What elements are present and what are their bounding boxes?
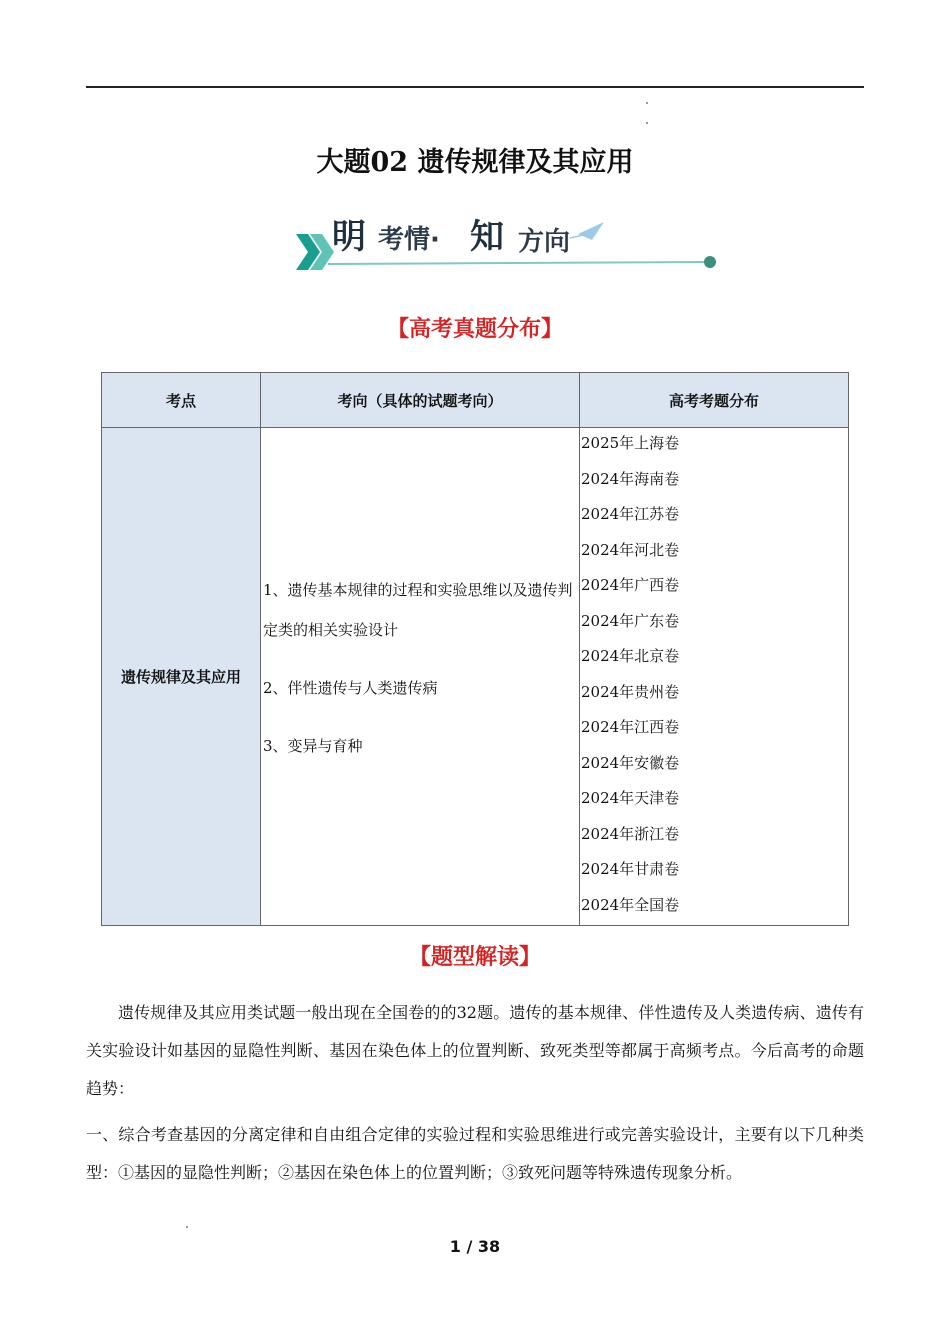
paragraph-trend-1: 一、综合考查基因的分离定律和自由组合定律的实验过程和实验思维进行或完善实验设计，主要有以下几种类型：①基因的显隐性判断；②基因在染色体上的位置判断；③致死问题等特殊遗传现象分析。: [86, 1125, 864, 1182]
section-heading-distribution: 【高考真题分布】: [386, 317, 563, 342]
exam-item: 2024年全国卷: [581, 895, 680, 914]
exam-item: 2024年北京卷: [581, 647, 680, 665]
point-cell: 遗传规律及其应用: [102, 428, 261, 926]
section-heading-interpretation: 【题型解读】: [408, 945, 541, 970]
header-direction: 考向（具体的试题考向）: [261, 373, 580, 428]
header-distribution: 高考考题分布: [580, 373, 849, 428]
exam-distribution-table: [101, 372, 849, 926]
exam-list-cell: [580, 428, 849, 926]
speck: [646, 122, 648, 124]
svg-text:明: 明: [332, 217, 366, 257]
direction-item: 2、伴性遗传与人类遗传病: [263, 678, 438, 697]
speck: [646, 102, 648, 104]
exam-item: 2024年贵州卷: [581, 682, 680, 701]
direction-item: 1、遗传基本规律的过程和实验思维以及遗传判定类的相关实验设计: [263, 580, 573, 639]
direction-cell: [261, 428, 580, 926]
speck: [186, 1226, 188, 1228]
exam-item: 2024年甘肃卷: [581, 860, 680, 878]
svg-text:考情·: 考情·: [378, 225, 440, 255]
exam-item: 2024年海南卷: [581, 469, 680, 488]
dot-icon: [704, 256, 716, 268]
paper-plane-icon: [578, 222, 604, 240]
header-point: 考点: [102, 373, 261, 428]
exam-item: 2024年河北卷: [581, 540, 680, 559]
direction-item: 3、变异与育种: [263, 736, 363, 755]
paragraph-intro: 遗传规律及其应用类试题一般出现在全国卷的的32题。遗传的基本规律、伴性遗传及人类遗传病、遗传有关实验设计如基因的显隐性判断、基因在染色体上的位置判断、致死类型等都属于高频考点。今后高考的命题趋势：: [86, 1003, 864, 1098]
exam-item: 2024年广西卷: [581, 576, 680, 594]
exam-item: 2024年江苏卷: [581, 505, 680, 523]
page-number: 1 / 38: [449, 1237, 501, 1256]
page-title: 大题02 遗传规律及其应用: [316, 147, 634, 178]
header-rule: [86, 86, 864, 88]
exam-item: 2024年浙江卷: [581, 824, 680, 843]
svg-text:知: 知: [470, 217, 504, 257]
section-banner: [292, 204, 722, 274]
exam-item: 2024年广东卷: [581, 611, 680, 630]
svg-text:方向: 方向: [518, 227, 571, 257]
exam-item: 2024年江西卷: [581, 718, 680, 736]
exam-item: 2024年天津卷: [581, 789, 680, 807]
exam-item: 2025年上海卷: [581, 434, 680, 452]
exam-item: 2024年安徽卷: [581, 753, 680, 772]
